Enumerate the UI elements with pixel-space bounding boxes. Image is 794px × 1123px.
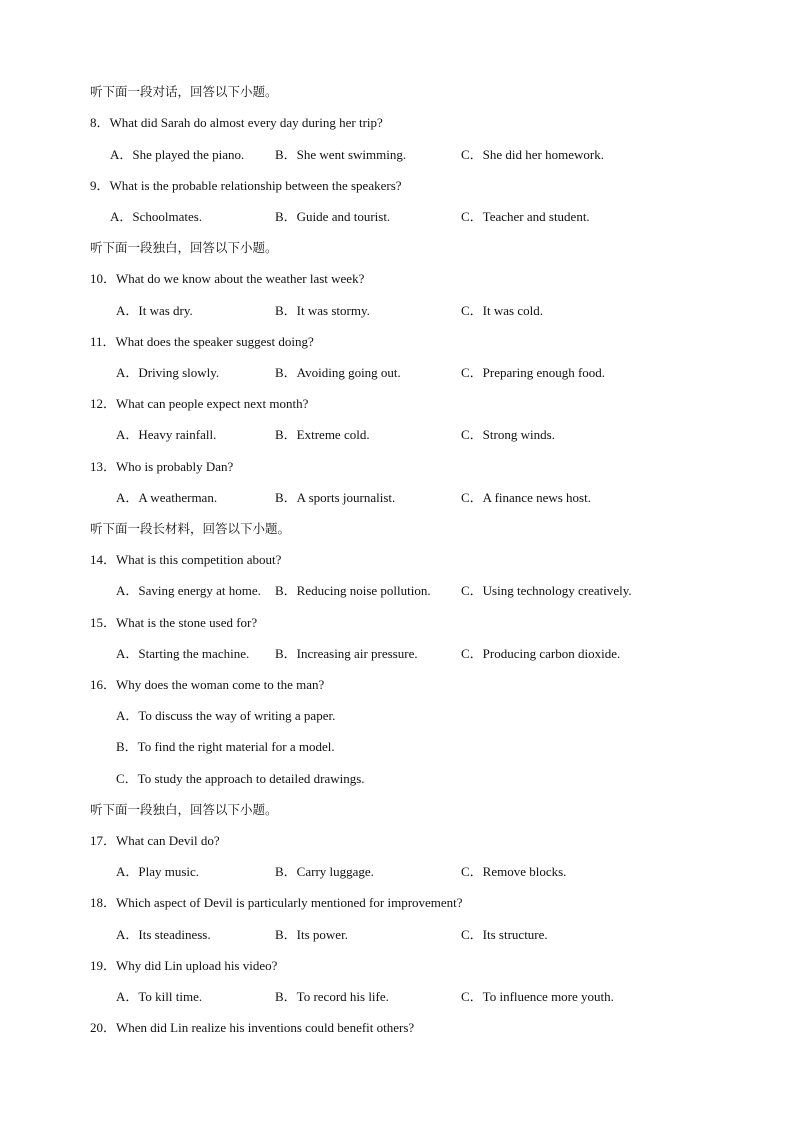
option-19-b: B．To record his life. bbox=[275, 989, 389, 1004]
section-heading-dialogue: 听下面一段对话，回答以下小题。 bbox=[90, 84, 278, 99]
option-9-b: B．Guide and tourist. bbox=[275, 209, 391, 224]
option-13-c: C．A finance news host. bbox=[461, 490, 591, 505]
option-9-c: C．Teacher and student. bbox=[461, 209, 590, 224]
question-11: 11．What does the speaker suggest doing? bbox=[90, 334, 314, 349]
question-20: 20．When did Lin realize his inventions could benefit others? bbox=[90, 1020, 415, 1035]
option-12-a: A．Heavy rainfall. bbox=[116, 427, 217, 442]
option-16-b: B．To find the right material for a model. bbox=[116, 739, 335, 754]
option-12-b: B．Extreme cold. bbox=[275, 427, 370, 442]
question-17: 17．What can Devil do? bbox=[90, 833, 220, 848]
question-9: 9．What is the probable relationship between the speakers? bbox=[90, 178, 402, 193]
question-19: 19．Why did Lin upload his video? bbox=[90, 958, 278, 973]
option-10-b: B．It was stormy. bbox=[275, 303, 370, 318]
option-10-c: C．It was cold. bbox=[461, 303, 543, 318]
question-10: 10．What do we know about the weather last week? bbox=[90, 271, 365, 286]
question-15: 15．What is the stone used for? bbox=[90, 615, 258, 630]
question-14: 14．What is this competition about? bbox=[90, 552, 282, 567]
option-12-c: C．Strong winds. bbox=[461, 427, 555, 442]
section-heading-monologue-2: 听下面一段独白，回答以下小题。 bbox=[90, 802, 278, 817]
option-16-a: A．To discuss the way of writing a paper. bbox=[116, 708, 336, 723]
option-14-b: B．Reducing noise pollution. bbox=[275, 583, 431, 598]
option-13-a: A．A weatherman. bbox=[116, 490, 218, 505]
option-15-a: A．Starting the machine. bbox=[116, 646, 250, 661]
option-17-a: A．Play music. bbox=[116, 864, 200, 879]
option-9-a: A．Schoolmates. bbox=[110, 209, 203, 224]
option-19-a: A．To kill time. bbox=[116, 989, 203, 1004]
option-11-c: C．Preparing enough food. bbox=[461, 365, 606, 380]
option-18-a: A．Its steadiness. bbox=[116, 927, 211, 942]
option-14-a: A．Saving energy at home. bbox=[116, 583, 261, 598]
option-10-a: A．It was dry. bbox=[116, 303, 193, 318]
option-18-c: C．Its structure. bbox=[461, 927, 548, 942]
option-15-b: B．Increasing air pressure. bbox=[275, 646, 418, 661]
section-heading-monologue-1: 听下面一段独白，回答以下小题。 bbox=[90, 240, 278, 255]
question-13: 13．Who is probably Dan? bbox=[90, 459, 234, 474]
option-14-c: C．Using technology creatively. bbox=[461, 583, 632, 598]
option-17-b: B．Carry luggage. bbox=[275, 864, 374, 879]
option-17-c: C．Remove blocks. bbox=[461, 864, 567, 879]
option-8-c: C．She did her homework. bbox=[461, 147, 604, 162]
question-18: 18．Which aspect of Devil is particularly mentioned for improvement? bbox=[90, 895, 463, 910]
option-11-a: A．Driving slowly. bbox=[116, 365, 220, 380]
option-19-c: C．To influence more youth. bbox=[461, 989, 614, 1004]
option-16-c: C．To study the approach to detailed drawings. bbox=[116, 771, 365, 786]
option-11-b: B．Avoiding going out. bbox=[275, 365, 401, 380]
option-8-b: B．She went swimming. bbox=[275, 147, 407, 162]
question-16: 16．Why does the woman come to the man? bbox=[90, 677, 325, 692]
option-8-a: A．She played the piano. bbox=[110, 147, 245, 162]
option-15-c: C．Producing carbon dioxide. bbox=[461, 646, 621, 661]
question-12: 12．What can people expect next month? bbox=[90, 396, 309, 411]
option-18-b: B．Its power. bbox=[275, 927, 348, 942]
option-13-b: B．A sports journalist. bbox=[275, 490, 396, 505]
question-8: 8．What did Sarah do almost every day during her trip? bbox=[90, 115, 383, 130]
section-heading-long-material: 听下面一段长材料，回答以下小题。 bbox=[90, 521, 291, 536]
